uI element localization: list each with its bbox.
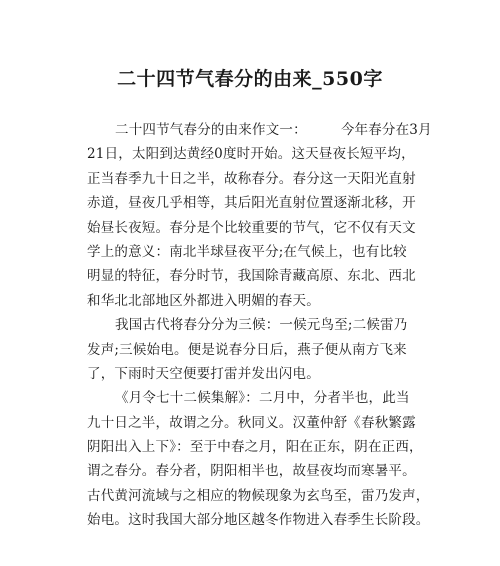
text-line: 了，下雨时天空便要打雷并发出闪电。 [87, 365, 320, 382]
text-line: 谓之春分。春分者，阴阳相半也，故昼夜均而寒暑平。 [87, 463, 416, 480]
text-line: 明显的特征，春分时节，我国除青藏高原、东北、西北 [87, 268, 416, 285]
text-line [87, 118, 432, 142]
text-line: 阴阳出入上下》：至于中春之月，阳在正东，阴在正西， [87, 439, 423, 456]
text-line: 古代黄河流域与之相应的物候现象为玄鸟至，雷乃发声， [87, 487, 430, 504]
essay-heading: 二十四节气春分的由来作文一： [115, 122, 307, 138]
text-line: 赤道，昼夜几乎相等，其后阳光直射位置逐渐北移，开 [87, 195, 416, 212]
document-title: 二十四节气春分的由来_550字 [117, 68, 383, 90]
text-line: 《月令七十二候集解》：二月中，分者半也，此当 [115, 390, 410, 407]
text-line: 正当春季九十日之半，故称春分。春分这一天阳光直射 [87, 170, 416, 187]
line-text: 今年春分在3月 [340, 122, 432, 138]
text-line: 我国古代将春分分为三候：一候元鸟至;二候雷乃 [115, 317, 408, 334]
text-line: 始电。这时我国大部分地区越冬作物进入春季生长阶段。 [87, 512, 430, 529]
text-line: 九十日之半，故谓之分。秋同义。汉董仲舒《春秋繁露 [87, 414, 416, 431]
text-line: 学上的意义：南北半球昼夜平分;在气候上，也有比较 [87, 243, 407, 260]
text-line: 21日，太阳到达黄经0度时开始。这天昼夜长短平均， [87, 146, 415, 163]
text-line: 和华北北部地区外都进入明媚的春天。 [87, 292, 320, 309]
text-line: 始昼长夜短。春分是个比较重要的节气，它不仅有天文 [87, 219, 416, 236]
document-body [87, 118, 432, 533]
text-line: 发声;三候始电。便是说春分日后，燕子便从南方飞来 [87, 341, 407, 358]
